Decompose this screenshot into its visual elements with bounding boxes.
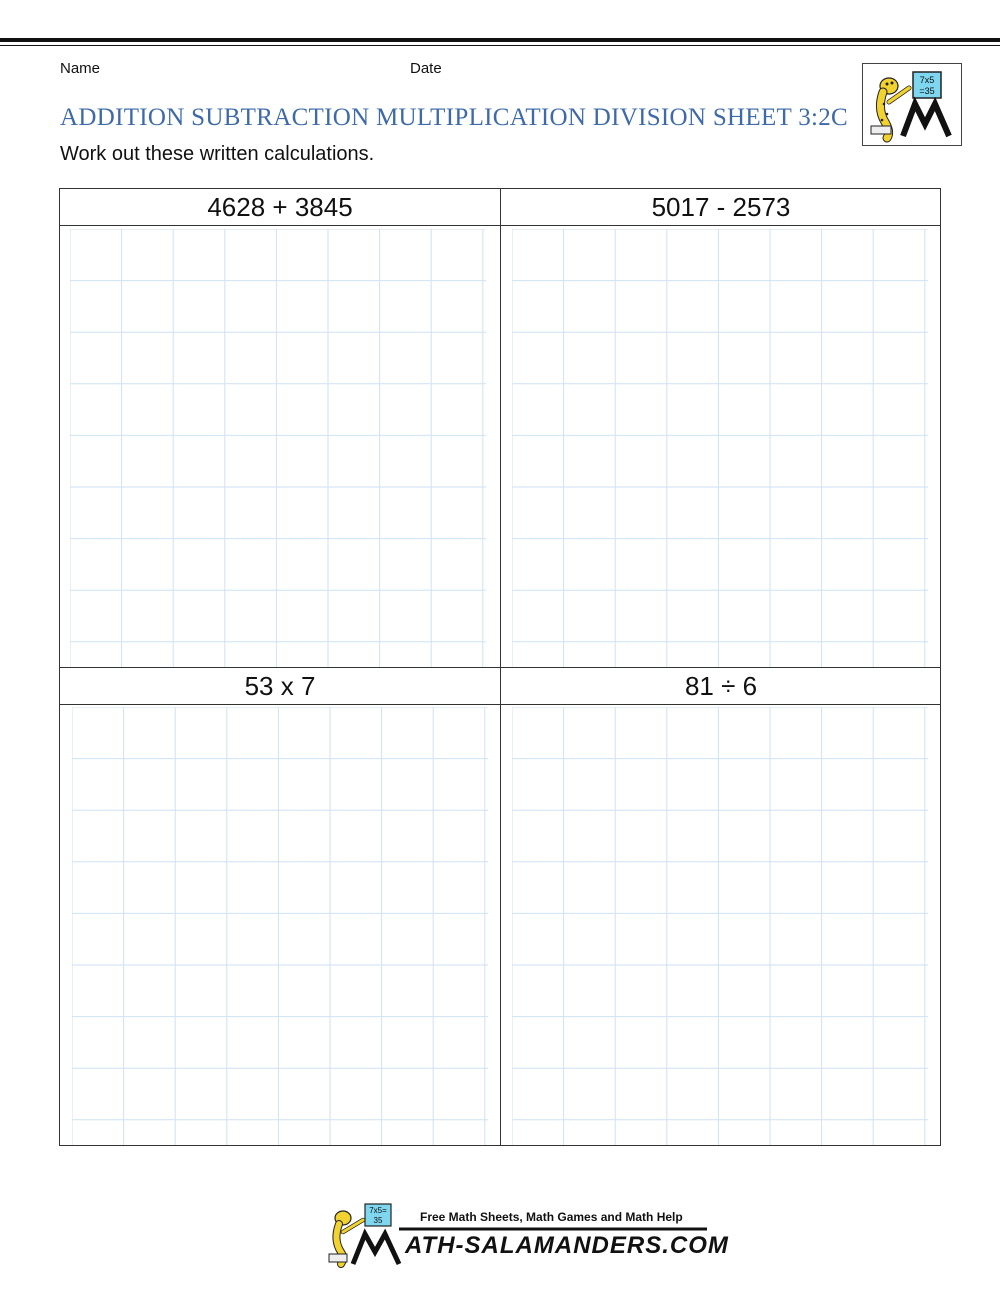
footer-board-line1: 7x5=: [369, 1206, 387, 1215]
top-rule-thin: [0, 45, 1000, 46]
date-label: Date: [410, 60, 442, 77]
footer-board-line2: 35: [373, 1216, 383, 1225]
footer-site-name[interactable]: ATH-SALAMANDERS.COM: [405, 1232, 729, 1259]
name-label: Name: [60, 60, 101, 77]
workspace-grid-2[interactable]: [512, 229, 928, 667]
workspace-grid-1[interactable]: [70, 229, 486, 667]
top-rule-thick: [0, 38, 1000, 42]
sheet-title: ADDITION SUBTRACTION MULTIPLICATION DIVISION SHEET 3:2C: [60, 104, 849, 131]
logo-board-line1: 7x5: [919, 75, 935, 85]
problem-2-header: 5017 - 2573: [501, 189, 941, 226]
problem-1-header: 4628 + 3845: [60, 189, 500, 226]
logo-board-line2: =35: [919, 86, 935, 96]
calculation-table: [59, 188, 941, 1146]
instructions: Work out these written calculations.: [60, 143, 375, 165]
workspace-grid-3[interactable]: [72, 707, 488, 1145]
workspace-grid-4[interactable]: [512, 707, 928, 1145]
problem-4-header: 81 ÷ 6: [501, 668, 941, 705]
math-salamanders-logo: [862, 63, 962, 146]
footer-tagline: Free Math Sheets, Math Games and Math Help: [420, 1210, 683, 1224]
salamander-teacher-icon: [863, 64, 961, 145]
problem-3-header: 53 x 7: [60, 668, 500, 705]
